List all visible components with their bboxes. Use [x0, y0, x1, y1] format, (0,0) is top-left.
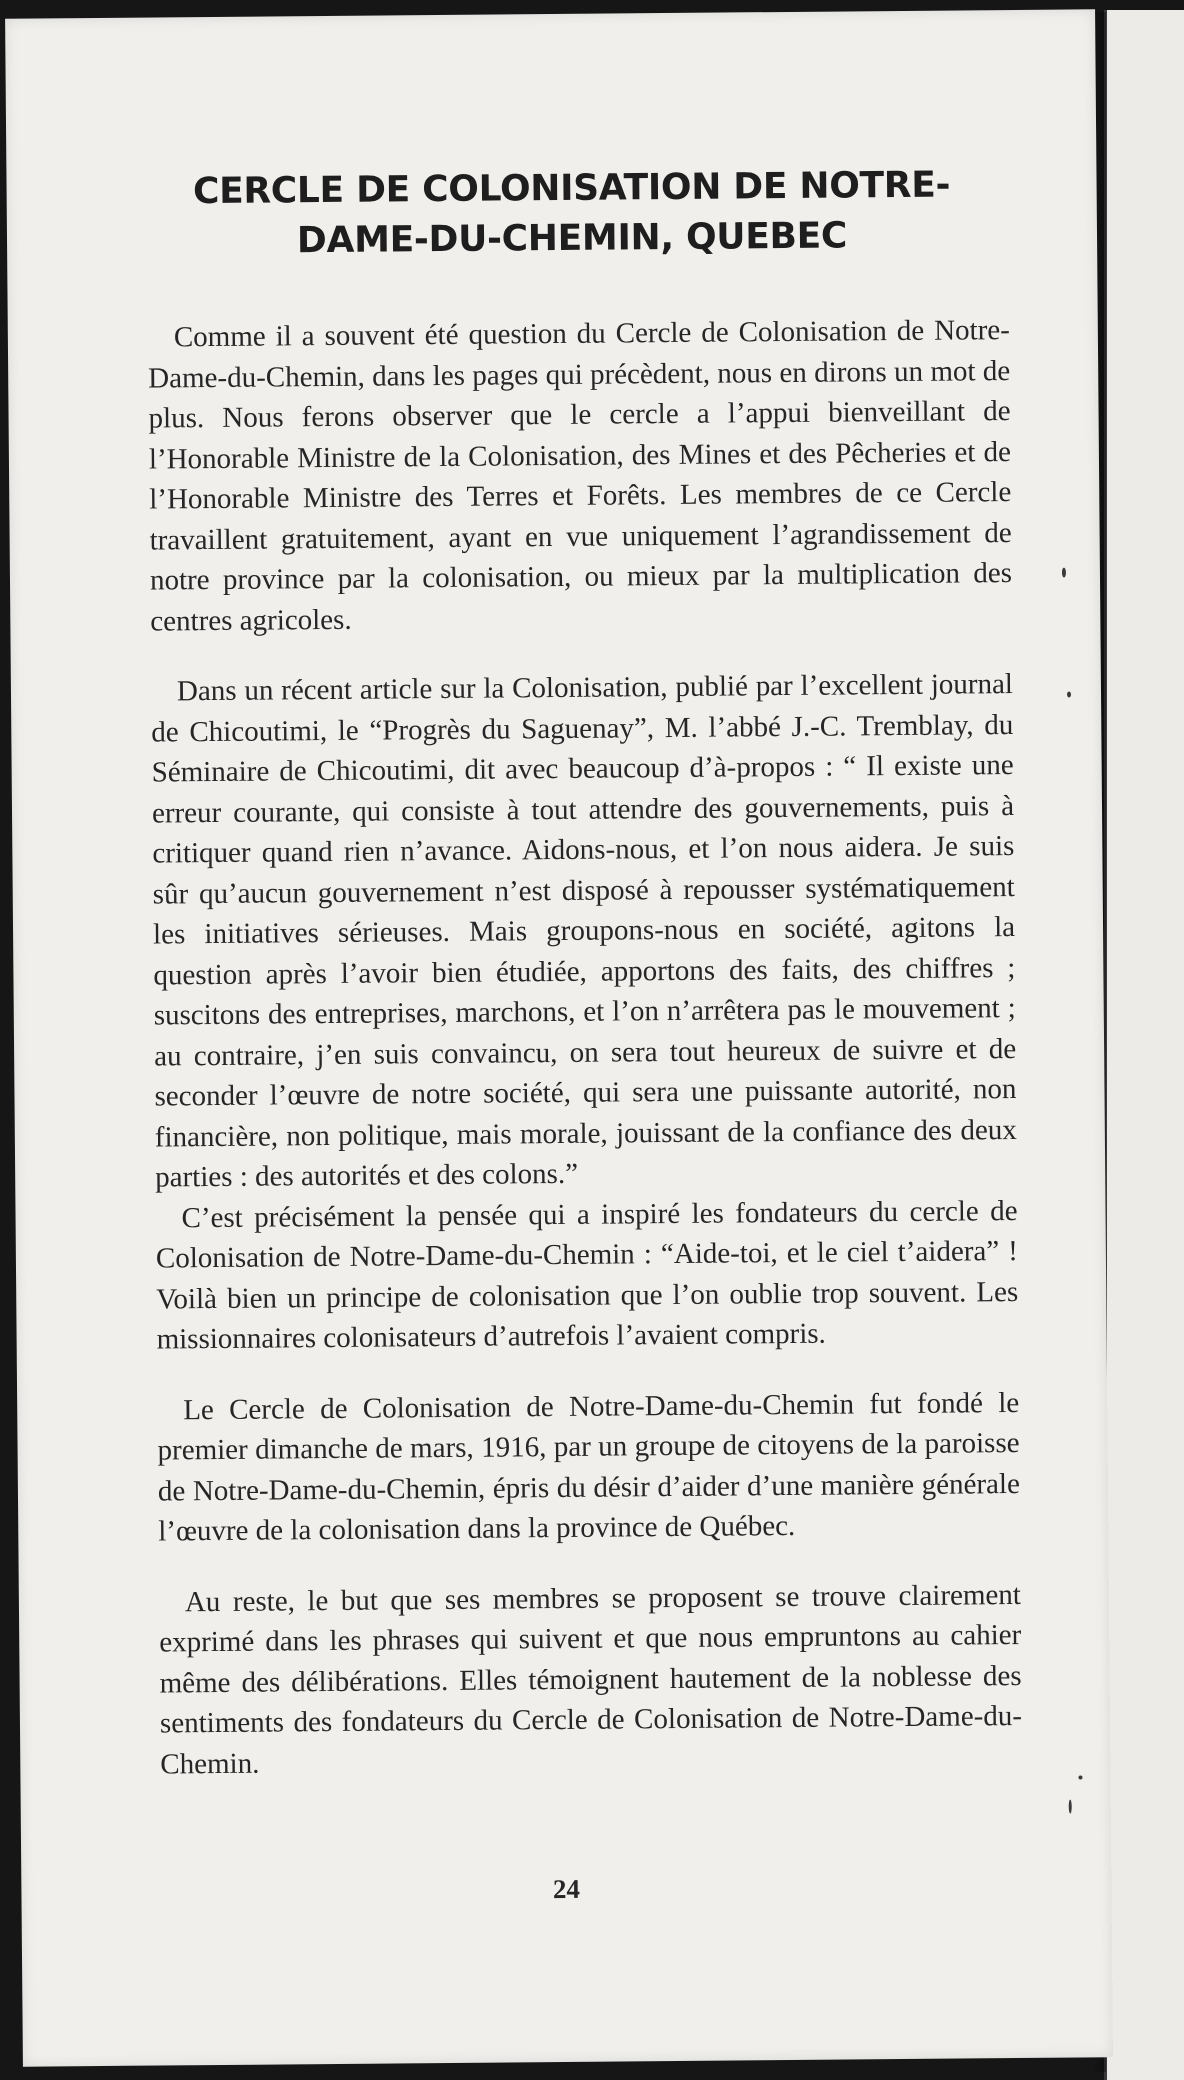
adjacent-page-edge	[1104, 10, 1184, 2080]
paragraph-4: Le Cercle de Colonisation de Notre-Dame-du-Chemin fut fondé le premier dimanche de mars, 1916, par un groupe de citoyens de la paroisse de Notre-Dame-du-Chemin, épris du désir d’aider d’une manière générale l’œuvre de la colonisation dans la province de Québec.	[157, 1386, 1021, 1548]
ink-speck	[1062, 568, 1066, 578]
paragraph-3: C’est précisément la pensée qui a inspiré les fondateurs du cercle de Colonisation de Notre-Dame-du-Chemin : “Aide-toi, et le ciel t’aidera” ! Voilà bien un principe de colonisation que l’on oublie trop souvent. Les missionnaires colonisateurs d’autrefois l’avaient compris.	[155, 1194, 1019, 1356]
ink-speck	[1067, 692, 1071, 698]
document-page	[5, 9, 1113, 2066]
page-number: 24	[552, 1873, 581, 1905]
paragraph-5: Au reste, le but que ses membres se proposent se trouve clairement exprimé dans les phrases qui suivent et que nous empruntons au cahier même des délibérations. Elles témoignent hautement de la noblesse des sentiments des fondateurs du Cercle de Colonisation de Notre-Dame-du-Chemin.	[159, 1578, 1023, 1781]
ink-speck	[1069, 1800, 1072, 1814]
body-text	[148, 310, 1023, 1784]
page-title: CERCLE DE COLONISATION DE NOTRE-DAME-DU-CHEMIN, QUEBEC	[192, 164, 951, 262]
paragraph-2: Dans un récent article sur la Colonisation, publié par l’excellent journal de Chicoutimi, le “Progrès du Saguenay”, M. l’abbé J.-C. Tremblay, du Séminaire de Chicoutimi, dit avec beaucoup d’à-propos : “ Il existe une erreur courante, qui consiste à tout attendre des gouvernements, puis à critiquer quand rien n’avance. Aidons-nous, et l’on nous aidera. Je suis sûr qu’aucun gouvernement n’est disposé à repousser systématiquement les initiatives sérieuses. Mais groupons-nous en société, agitons la question après l’avoir bien étudiée, apportons des faits, des chiffres ; suscitons des entreprises, marchons, et l’on n’arrêtera pas le mouvement ; au contraire, j’en suis convaincu, on sera tout heureux de suivre et de seconder l’œuvre de notre société, qui sera une puissante autorité, non financière, non politique, mais morale, jouissant de la confiance des deux parties : des autorités et des colons.”	[151, 668, 1017, 1194]
ink-speck	[1078, 1775, 1082, 1779]
paragraph-1: Comme il a souvent été question du Cercle de Colonisation de Notre-Dame-du-Chemin, dans les pages qui précèdent, nous en dirons un mot de plus. Nous ferons observer que le cercle a l’appui bienveillant de l’Honorable Ministre de la Colonisation, des Mines et des Pêcheries et de l’Honorable Ministre des Terres et Forêts. Les membres de ce Cercle travaillent gratuitement, ayant en vue uniquement l’agrandissement de notre province par la colonisation, ou mieux par la multiplication des centres agricoles.	[148, 314, 1013, 638]
